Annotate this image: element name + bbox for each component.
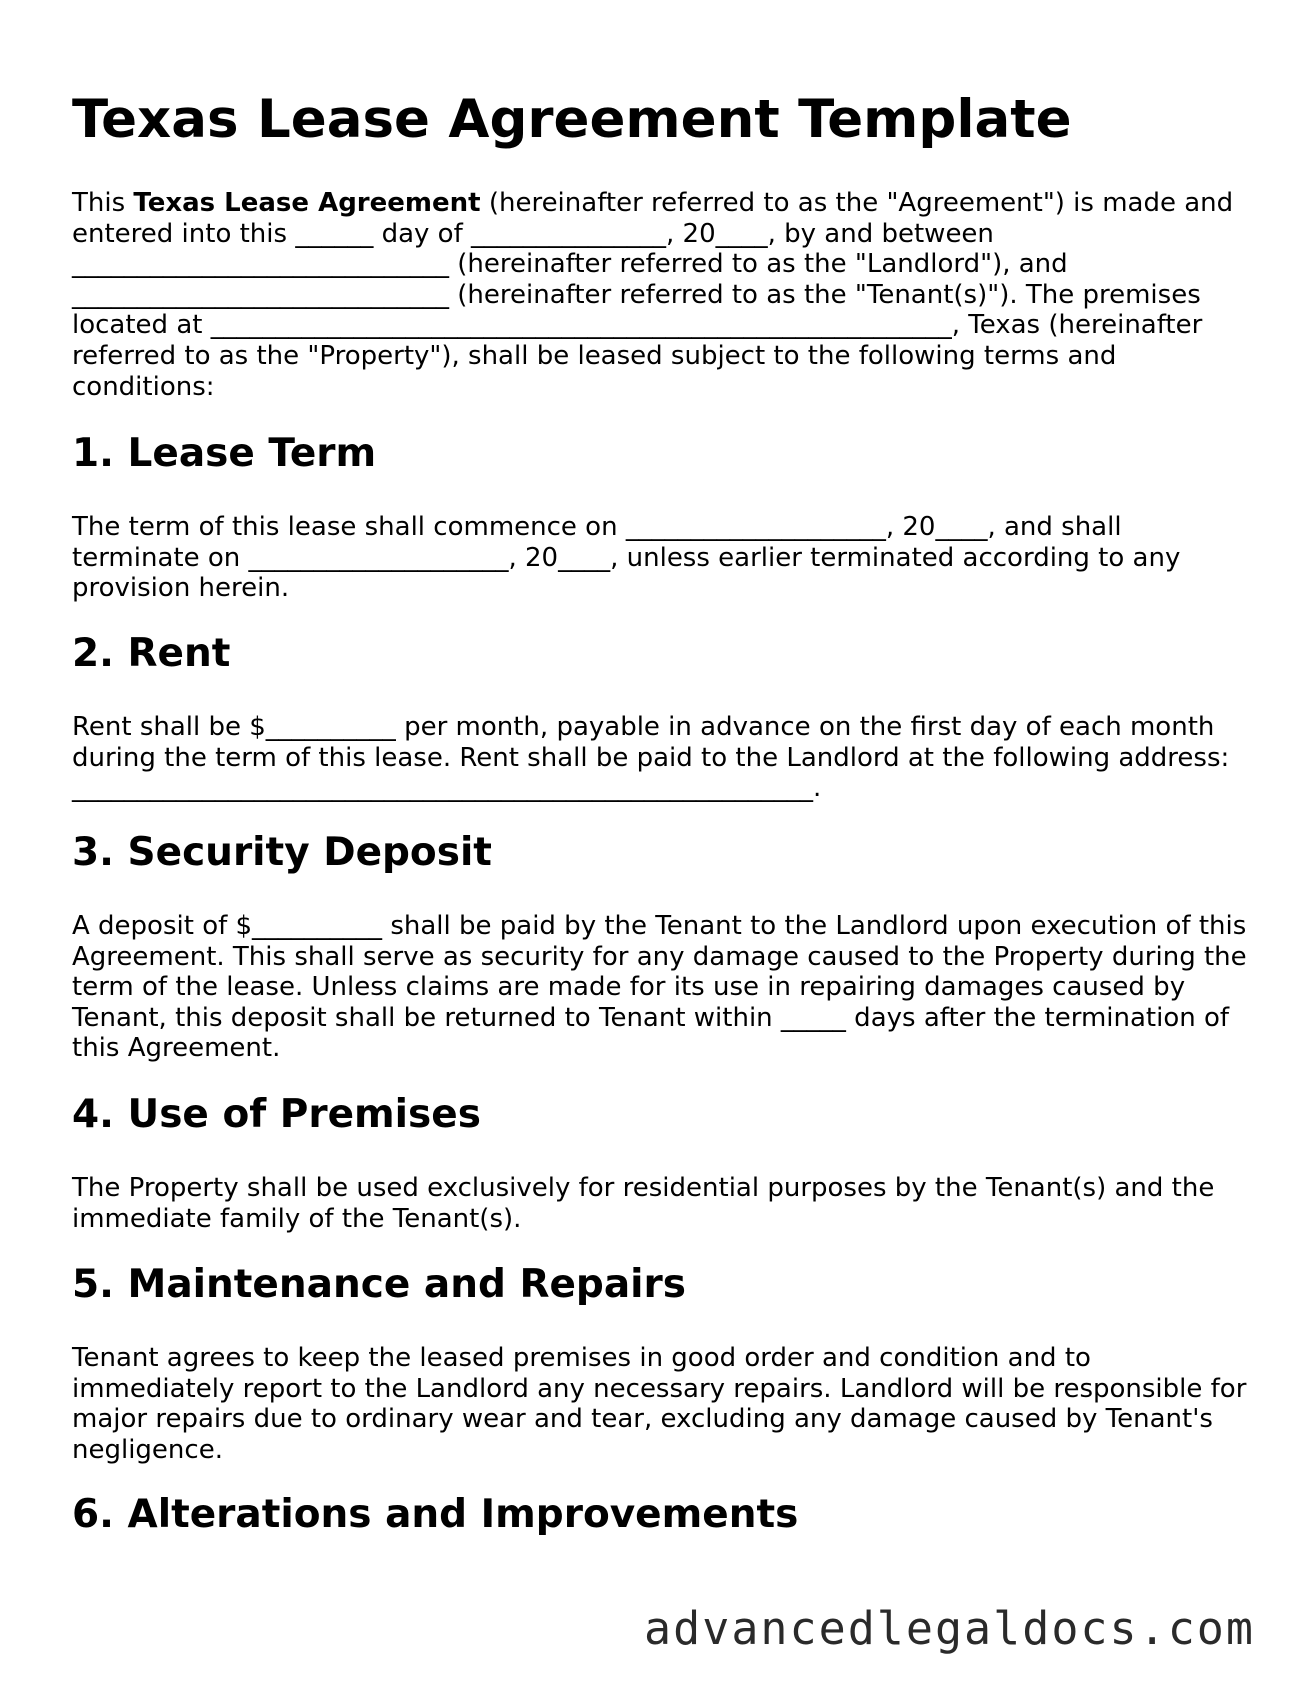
section-heading-alterations-improvements: 6. Alterations and Improvements (72, 1492, 799, 1537)
section-body-security-deposit: A deposit of $__________ shall be paid by the Tenant to the Landlord upon execution of this Agreement. This shall serve as security for any damage caused to the Property during the term of the lease. Unless claims are made for its use in repairing damages caused by Tenant, this deposit shall be returned to Tenant within _____ days after the termination of this Agreement. (72, 911, 1247, 1064)
section-heading-maintenance-repairs: 5. Maintenance and Repairs (72, 1262, 686, 1307)
section-heading-security-deposit: 3. Security Deposit (72, 830, 492, 875)
section-heading-use-of-premises: 4. Use of Premises (72, 1092, 481, 1137)
document-title: Texas Lease Agreement Template (72, 89, 1072, 150)
intro-line: entered into this ______ day of _______________, 20____, by and between (72, 218, 994, 249)
intro-line: _____________________________ (hereinafter referred to as the "Tenant(s)"). The premises (72, 279, 1201, 310)
intro-line: conditions: (72, 371, 215, 402)
section-body-lease-term: The term of this lease shall commence on ____________________, 20____, and shall terminate on ____________________, 20____, unless earlier terminated according to any provision herein. (72, 512, 1181, 604)
agreement-name: Texas Lease Agreement (133, 188, 481, 218)
section-body-rent: Rent shall be $__________ per month, payable in advance on the first day of each month during the term of this lease. Rent shall be paid to the Landlord at the following address: _________________________________________________________. (72, 712, 1230, 804)
watermark: advancedlegaldocs.com (644, 1602, 1255, 1655)
section-heading-lease-term: 1. Lease Term (72, 431, 377, 476)
section-body-maintenance-repairs: Tenant agrees to keep the leased premises in good order and condition and to immediately report to the Landlord any necessary repairs. Landlord will be responsible for major repairs due to ordinary wear and tear, excluding any damage caused by Tenant's negligence. (72, 1343, 1247, 1465)
intro-line: located at _________________________________________________________, Texas (hereinafter (72, 310, 1203, 341)
intro-paragraph (72, 188, 1233, 402)
intro-line: _____________________________ (hereinafter referred to as the "Landlord"), and (72, 249, 1068, 280)
intro-line: This Texas Lease Agreement (hereinafter referred to as the "Agreement") is made and (72, 188, 1234, 218)
intro-line: referred to as the "Property"), shall be leased subject to the following terms and (72, 340, 1117, 371)
section-body-use-of-premises: The Property shall be used exclusively for residential purposes by the Tenant(s) and the immediate family of the Tenant(s). (72, 1173, 1215, 1234)
section-heading-rent: 2. Rent (72, 631, 231, 676)
